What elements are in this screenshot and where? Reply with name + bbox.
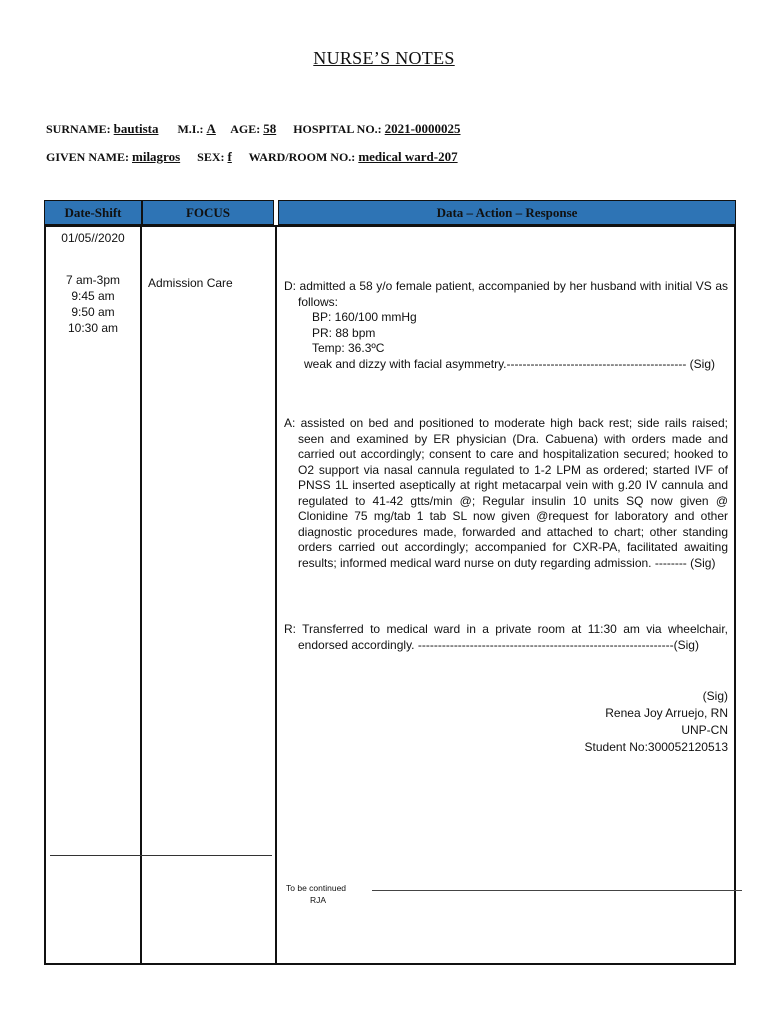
date-cell: 01/05//2020	[61, 231, 125, 245]
time-entry: 9:50 am	[71, 305, 115, 319]
header-date-shift: Date-Shift	[44, 200, 142, 225]
header-dar: Data – Action – Response	[278, 200, 736, 225]
data-line: D: admitted a 58 y/o female patient, accompanied by her husband with initial VS as follows:	[284, 279, 728, 309]
action-entry	[284, 416, 728, 571]
vital-sign-pr: PR: 88 bpm	[312, 325, 376, 340]
signature-block	[585, 688, 728, 756]
response-text: R: Transferred to medical ward in a private room at 11:30 am via wheelchair, endorsed accordingly. ----------------------------------------------------------------(Sig)	[284, 622, 728, 652]
page-title: NURSE’S NOTES	[313, 48, 455, 68]
to-be-continued-text: To be continued	[286, 883, 347, 893]
column-divider-1	[140, 225, 142, 965]
initials: RJA	[310, 895, 327, 905]
ward-value: medical ward-207	[358, 149, 458, 164]
surname-label: SURNAME:	[46, 122, 111, 136]
mi-label: M.I.:	[177, 122, 204, 136]
time-entry: 9:45 am	[71, 289, 115, 303]
mi-value: A	[206, 121, 216, 136]
data-observation: weak and dizzy with facial asymmetry.--------------------------------------------- (Sig)	[304, 356, 716, 371]
time-shift: 7 am-3pm	[65, 273, 121, 287]
age-value: 58	[263, 121, 277, 136]
to-be-continued-note	[286, 882, 346, 906]
vital-sign-bp: BP: 160/100 mmHg	[312, 310, 417, 324]
student-number: Student No:300052120513	[584, 740, 728, 754]
nurse-name: Renea Joy Arruejo, RN	[605, 706, 728, 720]
time-list	[46, 272, 140, 336]
action-text: A: assisted on bed and positioned to moderate high back rest; side rails raised; seen and examined by ER physician (Dra. Cabuena) with orders made and carried out accordingly; consent to care and hospitalization secured; hooked to O2 support via nasal cannula regulated to 1-2 LPM as ordered; started IVF of PNSS 1L inserted aseptically at right metacarpal vein with g.20 IV cannula and regulated to 41-42 gtts/min @; Regular insulin 10 units SQ now given @ Clonidine 75 mg/tab 1 tab SL now given @request for laboratory and other diagnostic procedures made, forwarded and attached to chart; other standing orders carried out accordingly; accompanied for CXR-PA, facilitated awaiting results; informed medical ward nurse on duty regarding admission. -------- (Sig)	[284, 416, 728, 570]
row-divider-left	[50, 855, 272, 856]
ward-label: WARD/ROOM NO.:	[248, 150, 356, 164]
column-divider-2	[275, 225, 277, 965]
age-label: AGE:	[230, 122, 261, 136]
continuation-line	[372, 890, 742, 891]
time-entry: 10:30 am	[67, 321, 119, 335]
header-focus: FOCUS	[142, 200, 274, 225]
patient-info-row-1	[46, 121, 461, 137]
focus-cell: Admission Care	[148, 276, 233, 290]
hospital-no-value: 2021-0000025	[384, 121, 461, 136]
patient-info-row-2	[46, 149, 458, 165]
sex-label: SEX:	[197, 150, 225, 164]
response-entry	[284, 622, 728, 653]
surname-value: bautista	[113, 121, 159, 136]
given-name-value: milagros	[132, 149, 181, 164]
sex-value: f	[227, 149, 232, 164]
data-entry	[284, 279, 728, 372]
vital-sign-temp: Temp: 36.3ºC	[312, 341, 385, 355]
hospital-no-label: HOSPITAL NO.:	[293, 122, 382, 136]
given-name-label: GIVEN NAME:	[46, 150, 129, 164]
school-name: UNP-CN	[681, 723, 728, 737]
signature-mark: (Sig)	[702, 689, 728, 703]
